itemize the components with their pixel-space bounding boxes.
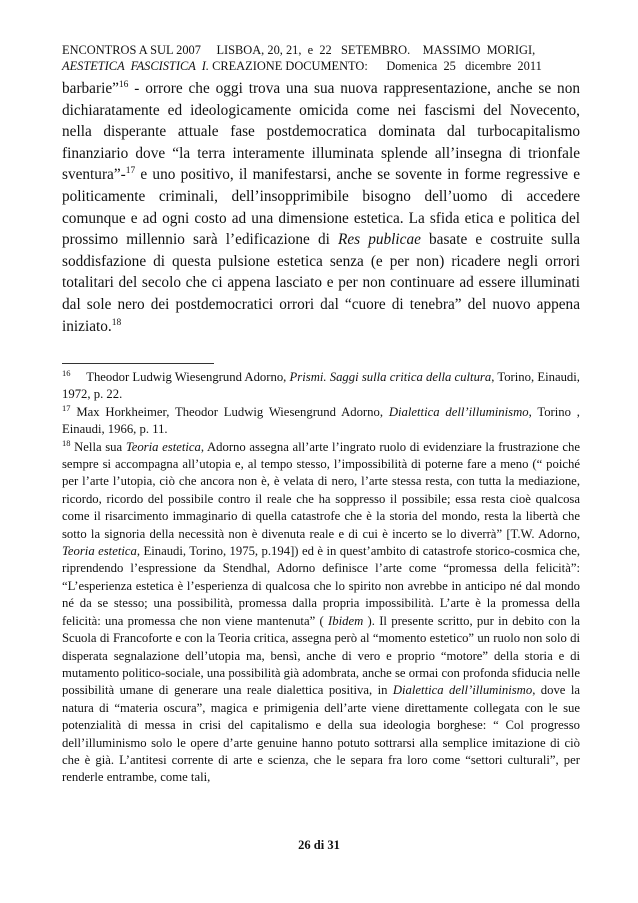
footnotes (62, 369, 580, 787)
footnote-text: Max Horkheimer, Theodor Ludwig Wiesengrund Adorno, (70, 404, 389, 419)
header-line-2 (62, 58, 582, 74)
footnote-number: 18 (62, 437, 71, 448)
footnote-number: 17 (62, 402, 71, 413)
footnote-title: Teoria estetica (125, 439, 201, 454)
page-number: 26 di 31 (298, 838, 340, 852)
footnote-title: Dialettica dell’illuminismo (392, 683, 533, 698)
footnote-text: , Torino , Einaudi, 1966, p. 11. (62, 404, 580, 437)
footnote-text: , Adorno assegna all’arte l’ingrato ruolo di evidenziare la frustrazione che sempre si accompagna all’utopia e, al tempo stesso, l’impossibilità di poterne fare a meno (“ poiché per l’arte l’utopia, ciò che ancora non è, è velata di nero, l’arte stessa resta, con tutta la mediazione, ricordo, ricordo del possibile contro il reale che ha soppresso il possibile; essa resta cioè qualcosa come il risarcimento immaginario di quella catastrofe che è la storia del mondo, resta la libertà che sotto la signoria della necessità non è divenuta reale e di cui è incerto se lo diverrà” [T.W. Adorno, (62, 439, 581, 541)
page-header (62, 42, 582, 74)
body-text-segment: basate e costruite sulla soddisfazione di questa pulsione estetica senza (e per non) ricadere negli orrori totalitari del secolo che ci appena lasciato e per non continuare ad essere illuminati dal sole nero dei postdemocratici orrori dal “cuore di tenebra” del nuovo appena iniziato. (62, 231, 581, 335)
footnote-16 (62, 369, 580, 404)
footnote-text: , dove la natura di “materia oscura”, magica e primigenia dell’arte viene direttamente collegata con le sue potenzialità di messa in crisi del capitalismo e della sua ideologia borghese: “ Col progresso dell’illuminismo solo le opere d’arte genuine hanno potuto sottrarsi alla semplice imitazione di ciò che è già. L’antitesi corrente di arte e scienza, che le separa fra loro come “settori culturali”, per renderle entrambe, come tali, (62, 683, 580, 785)
header-line-1: ENCONTROS A SUL 2007 LISBOA, 20, 21, e 22 SETEMBRO. MASSIMO MORIGI, (62, 43, 536, 57)
body-paragraph (62, 78, 580, 337)
body-text-segment: - orrore che oggi trova una sua nuova rappresentazione, anche se non dichiaratamente ed ideologicamente omicida come nei fascismi del Novecento, nella disperante attuale fase postdemocratica dominata dal turbocapitalismo finanziario dove “la terra interamente illuminata splende all’insegna di trionfale sventura”- (62, 80, 580, 184)
footnote-divider (62, 363, 214, 364)
footnote-ref-16[interactable]: 16 (118, 80, 129, 90)
header-creation-date: CREAZIONE DOCUMENTO: Domenica 25 dicembre 2011 (208, 59, 542, 73)
footnote-text: , Torino, Einaudi, 1972, p. 22. (62, 370, 580, 402)
footnote-text: Theodor Ludwig Wiesengrund Adorno, (70, 370, 290, 384)
footnote-text: , Einaudi, Torino, 1975, p.194]) ed è in quest’ambito di catastrofe storico-cosmica che, riprendendo l’espressione da Stendhal, Adorno definisce l’arte come “promessa della felicità”: “L’esperienza estetica è l’esperienza di qualcosa che lo spirito non avrebbe in anticipo né dal mondo né da se stesso; una possibilità, promessa dalla propria impossibilità. L’arte è la promessa della felicità: una promessa che non viene mantenuta” ( (62, 544, 581, 628)
footnote-18 (62, 439, 580, 787)
header-work-title: AESTETICA FASCISTICA I. (62, 59, 209, 73)
footnote-title: Teoria estetica (62, 544, 137, 559)
body-text-segment: e uno positivo, il manifestarsi, anche se sovente in forme regressive e politicamente criminali, dell’insopprimibile bisogno dell’uomo di accedere comunque e ad ogni costo ad una dimensione estetica. La sfida etica e politica del prossimo millennio sarà l’edificazione di (62, 166, 580, 249)
footnote-ref-18[interactable]: 18 (111, 317, 122, 328)
footnote-title: Prismi. Saggi sulla critica della cultura (289, 370, 492, 384)
footnote-title: Dialettica dell’illuminismo (388, 404, 529, 419)
footnote-text: ). Il presente scritto, pur in debito con la Scuola di Francoforte e con la Teoria critica, assegna però al “momento estetico” un ruolo non solo di disperata segnalazione dell’utopia ma, bensì, anche di vero e proprio “motore” della storia e di mutamento politico-sociale, una possibilità già adombrata, anche se ormai con profonda sfiducia nelle possibilità umane di generare una reale dialettica positiva, in (62, 613, 581, 698)
body-text-segment: barbarie” (62, 80, 119, 97)
body-text (62, 78, 580, 337)
body-italic-term: Res publicae (338, 231, 421, 249)
footnote-title: Ibidem (328, 613, 364, 628)
footnote-17 (62, 404, 580, 439)
footnote-text: Nella sua (70, 439, 126, 454)
footnote-number: 16 (62, 368, 71, 378)
footnote-ref-17[interactable]: 17 (125, 166, 136, 177)
